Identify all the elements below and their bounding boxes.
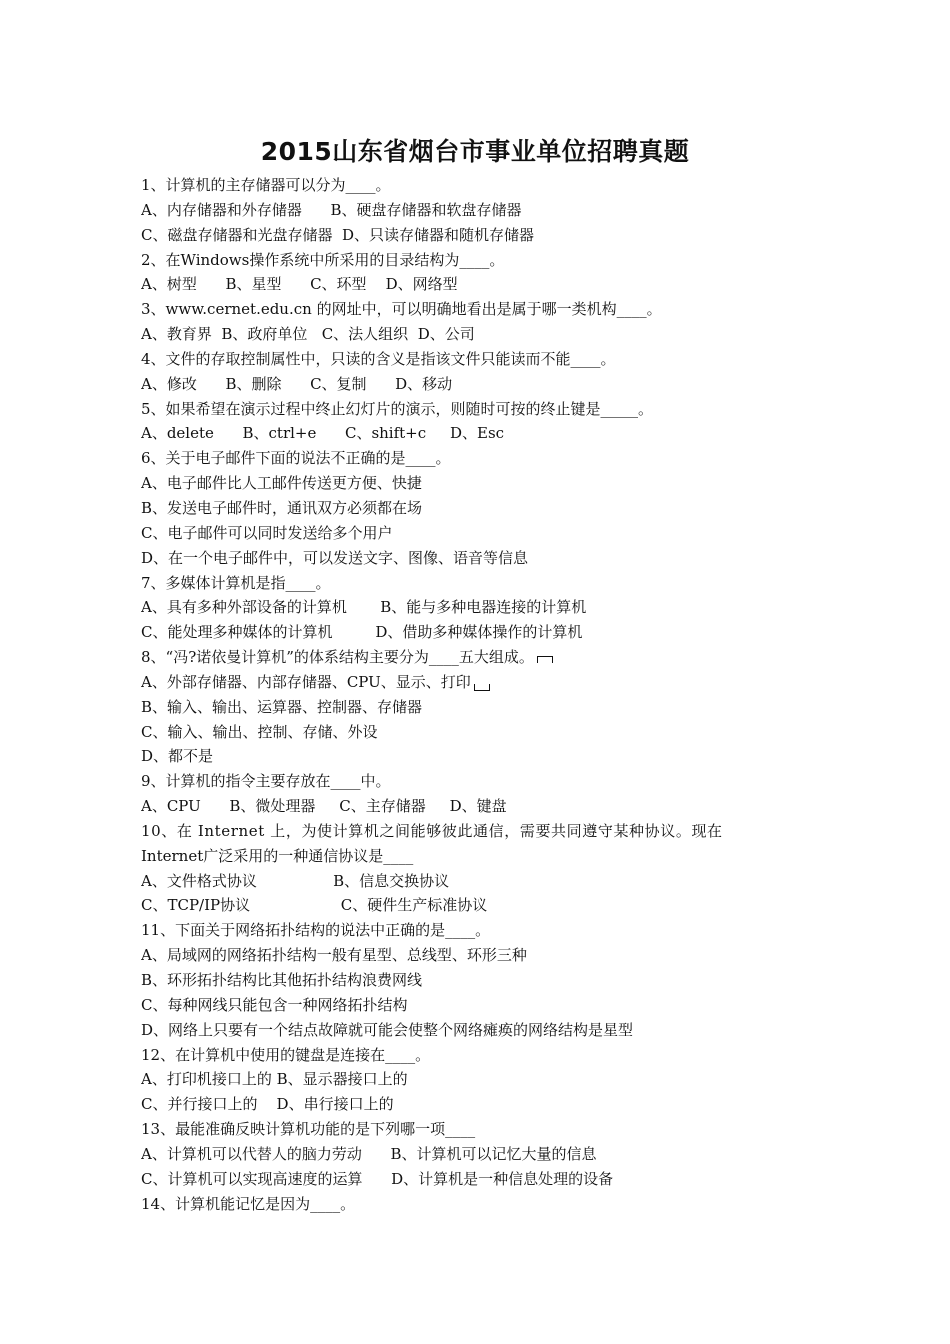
line-text: A、delete B、ctrl+e C、shift+c D、Esc <box>141 424 505 443</box>
text-line <box>141 993 821 1018</box>
line-text: 13、最能准确反映计算机功能的是下列哪一项____ <box>141 1120 476 1139</box>
line-text: 5、如果希望在演示过程中终止幻灯片的演示，则随时可按的终止键是_____。 <box>141 399 654 418</box>
line-text: C、磁盘存储器和光盘存储器 D、只读存储器和随机存储器 <box>141 225 535 244</box>
line-text: 10、在 Internet 上，为使计算机之间能够彼此通信，需要共同遵守某种协议。现在 <box>141 821 723 840</box>
text-line <box>141 1192 821 1217</box>
text-line <box>141 819 821 844</box>
text-line <box>141 1092 821 1117</box>
line-text: 1、计算机的主存储器可以分为____。 <box>141 176 391 194</box>
line-text: 9、计算机的指令主要存放在____中。 <box>141 772 391 791</box>
text-line <box>141 1142 821 1167</box>
line-text: D、网络上只要有一个结点故障就可能会使整个网络瘫痪的网络结构是星型 <box>141 1020 634 1039</box>
text-line <box>141 347 821 372</box>
line-text: A、计算机可以代替人的脑力劳动 B、计算机可以记忆大量的信息 <box>141 1144 597 1163</box>
text-line <box>141 844 821 869</box>
line-text: 6、关于电子邮件下面的说法不正确的是____。 <box>141 449 451 468</box>
text-line <box>141 943 821 968</box>
line-text: 11、下面关于网络拓扑结构的说法中正确的是____。 <box>141 921 491 940</box>
text-line <box>141 198 821 223</box>
text-line <box>141 620 821 645</box>
text-line <box>141 571 821 596</box>
text-line <box>141 322 821 347</box>
line-text: A、具有多种外部设备的计算机 B、能与多种电器连接的计算机 <box>141 598 587 617</box>
text-line <box>141 297 821 322</box>
text-line <box>141 446 821 471</box>
text-line <box>141 372 821 397</box>
text-line <box>141 645 821 670</box>
text-line <box>141 869 821 894</box>
line-text: A、CPU B、微处理器 C、主存储器 D、键盘 <box>141 797 507 816</box>
line-text: 7、多媒体计算机是指____。 <box>141 573 331 592</box>
text-line <box>141 546 821 571</box>
text-line <box>141 272 821 297</box>
line-text: A、内存储器和外存储器 B、硬盘存储器和软盘存储器 <box>141 200 522 219</box>
text-line <box>141 893 821 918</box>
line-text: A、教育界 B、政府单位 C、法人组织 D、公司 <box>141 325 475 344</box>
line-text: C、TCP/IP协议 C、硬件生产标准协议 <box>141 896 488 915</box>
text-line <box>141 595 821 620</box>
line-text: 2、在Windows操作系统中所采用的目录结构为____。 <box>141 250 505 269</box>
text-line <box>141 1117 821 1142</box>
line-text: B、输入、输出、运算器、控制器、存储器 <box>141 697 423 716</box>
text-line <box>141 968 821 993</box>
text-line <box>141 173 821 198</box>
text-line <box>141 1067 821 1092</box>
line-text: A、打印机接口上的 B、显示器接口上的 <box>141 1070 408 1089</box>
text-line <box>141 1018 821 1043</box>
text-line <box>141 223 821 248</box>
line-text: 14、计算机能记忆是因为____。 <box>141 1194 356 1213</box>
text-line <box>141 496 821 521</box>
text-line <box>141 1167 821 1192</box>
text-line <box>141 471 821 496</box>
edit-mark-icon <box>537 656 553 663</box>
text-line <box>141 720 821 745</box>
line-text: C、计算机可以实现高速度的运算 D、计算机是一种信息处理的设备 <box>141 1169 614 1188</box>
text-line <box>141 918 821 943</box>
text-line <box>141 397 821 422</box>
line-text: B、发送电子邮件时，通讯双方必须都在场 <box>141 498 423 517</box>
line-text: A、树型 B、星型 C、环型 D、网络型 <box>141 275 458 294</box>
line-text: D、在一个电子邮件中，可以发送文字、图像、语音等信息 <box>141 548 529 567</box>
text-line <box>141 521 821 546</box>
line-text: C、并行接口上的 D、串行接口上的 <box>141 1095 394 1114</box>
line-text: C、每种网线只能包含一种网络拓扑结构 <box>141 995 408 1014</box>
line-text: A、局域网的网络拓扑结构一般有星型、总线型、环形三种 <box>141 946 527 965</box>
text-line <box>141 421 821 446</box>
line-text: 4、文件的存取控制属性中，只读的含义是指该文件只能读而不能____。 <box>141 349 616 368</box>
line-text: 3、www.cernet.edu.cn 的网址中，可以明确地看出是属于哪一类机构____。 <box>141 300 662 319</box>
line-text: 8、“冯?诺依曼计算机”的体系结构主要分为____五大组成。 <box>141 648 534 667</box>
text-line <box>141 248 821 273</box>
line-text: C、能处理多种媒体的计算机 D、借助多种媒体操作的计算机 <box>141 623 583 642</box>
text-line <box>141 695 821 720</box>
text-line <box>141 744 821 769</box>
line-text: D、都不是 <box>141 747 214 766</box>
line-text: B、环形拓扑结构比其他拓扑结构浪费网线 <box>141 971 423 989</box>
edit-mark-icon <box>474 684 490 691</box>
text-line <box>141 1043 821 1068</box>
text-line <box>141 794 821 819</box>
line-text: C、电子邮件可以同时发送给多个用户 <box>141 523 393 542</box>
document-title: 2015山东省烟台市事业单位招聘真题 <box>260 137 690 166</box>
question-list <box>141 173 821 1216</box>
line-text: A、文件格式协议 B、信息交换协议 <box>141 871 450 890</box>
line-text: Internet广泛采用的一种通信协议是____ <box>141 846 414 865</box>
line-text: A、外部存储器、内部存储器、CPU、显示、打印 <box>141 672 471 691</box>
text-line <box>141 769 821 794</box>
line-text: A、修改 B、删除 C、复制 D、移动 <box>141 374 453 393</box>
line-text: 12、在计算机中使用的键盘是连接在____。 <box>141 1045 431 1064</box>
line-text: A、电子邮件比人工邮件传送更方便、快捷 <box>141 474 422 493</box>
line-text: C、输入、输出、控制、存储、外设 <box>141 722 378 741</box>
text-line <box>141 670 821 695</box>
